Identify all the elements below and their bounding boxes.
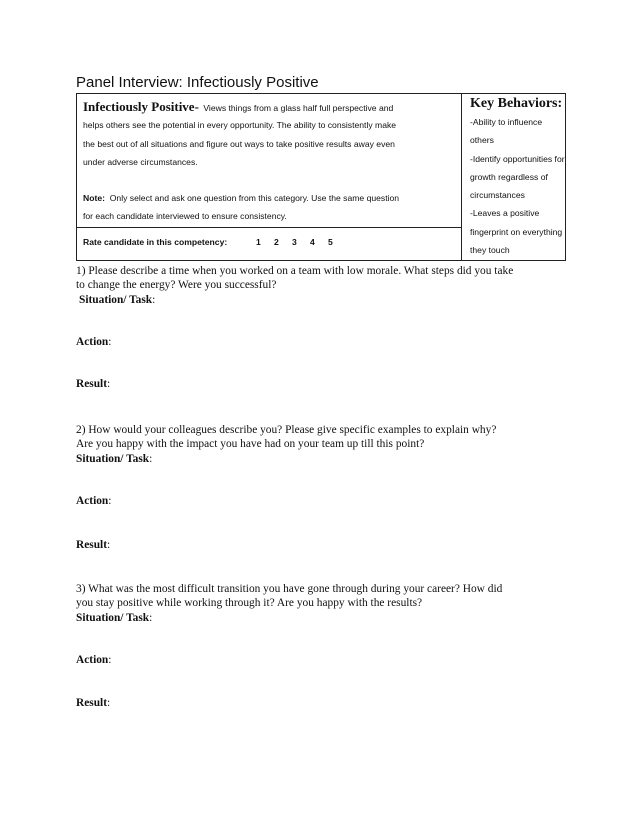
key-behaviors-title: Key Behaviors: <box>470 96 563 111</box>
note-label: Note: <box>83 193 105 203</box>
rating-label: Rate candidate in this competency: <box>83 237 228 247</box>
label-colon: : <box>107 697 111 709</box>
situation-label-text: Situation/ Task <box>76 612 150 624</box>
key-behavior-line: they touch <box>470 245 510 255</box>
note-line <box>83 193 399 203</box>
rating-option-1[interactable]: 1 <box>256 237 261 247</box>
key-behavior-line: fingerprint on everything <box>470 227 563 237</box>
question-3-line-2: you stay positive while working through it? Are you happy with the results? <box>76 597 423 609</box>
action-label-text: Action <box>76 495 109 507</box>
rating-option-2[interactable]: 2 <box>274 237 279 247</box>
label-colon: : <box>108 495 112 507</box>
label-colon: : <box>108 654 112 666</box>
competency-description-line: the best out of all situations and figure out ways to take positive results away even <box>83 139 395 149</box>
question-1-result-label <box>76 378 110 390</box>
result-label-text: Result <box>76 697 108 709</box>
key-behavior-line: circumstances <box>470 190 525 200</box>
question-2-situation-label <box>76 453 152 465</box>
question-2-line-2: Are you happy with the impact you have had on your team up till this point? <box>76 438 425 450</box>
key-behavior-line: others <box>470 135 494 145</box>
action-label-text: Action <box>76 654 109 666</box>
question-1-action-label <box>76 336 111 348</box>
result-label-text: Result <box>76 378 108 390</box>
competency-description-line: under adverse circumstances. <box>83 157 198 167</box>
question-3-action-label <box>76 654 111 666</box>
key-behavior-line: -Ability to influence <box>470 117 543 127</box>
situation-label-text: Situation/ Task <box>76 453 150 465</box>
rating-row <box>77 227 461 260</box>
label-colon: : <box>152 294 156 306</box>
page-title: Panel Interview: Infectiously Positive <box>76 74 319 91</box>
question-1-line-1: 1) Please describe a time when you worked on a team with low morale. What steps did you take <box>76 265 514 277</box>
note-line: for each candidate interviewed to ensure consistency. <box>83 211 287 221</box>
label-colon: : <box>149 612 153 624</box>
rating-option-4[interactable]: 4 <box>310 237 315 247</box>
situation-label-text: Situation/ Task <box>79 294 153 306</box>
competency-description-line: helps others see the potential in every opportunity. The ability to consistently make <box>83 120 397 130</box>
label-colon: : <box>108 336 112 348</box>
key-behavior-line: growth regardless of <box>470 172 548 182</box>
rating-option-5[interactable]: 5 <box>328 237 333 247</box>
question-2-line-1: 2) How would your colleagues describe you? Please give specific examples to explain why? <box>76 424 497 436</box>
question-2-action-label <box>76 495 111 507</box>
question-1-line-2: to change the energy? Were you successful? <box>76 279 277 291</box>
question-1-situation-label <box>79 294 155 306</box>
competency-panel <box>77 94 462 260</box>
label-colon: : <box>149 453 153 465</box>
question-3-line-1: 3) What was the most difficult transition you have gone through during your career? How did <box>76 583 503 595</box>
competency-box <box>76 93 566 261</box>
key-behavior-line: -Leaves a positive <box>470 208 540 218</box>
note-text: Only select and ask one question from this category. Use the same question <box>109 193 400 203</box>
competency-description-line: Views things from a glass half full perspective and <box>203 103 394 113</box>
key-behavior-line: -Identify opportunities for <box>470 154 565 164</box>
result-label-text: Result <box>76 539 108 551</box>
label-colon: : <box>107 378 111 390</box>
action-label-text: Action <box>76 336 109 348</box>
key-behaviors-panel <box>462 94 565 260</box>
label-colon: : <box>107 539 111 551</box>
competency-heading <box>83 98 393 116</box>
question-3-result-label <box>76 697 110 709</box>
rating-option-3[interactable]: 3 <box>292 237 297 247</box>
question-3-situation-label <box>76 612 152 624</box>
question-2-result-label <box>76 539 110 551</box>
competency-name: Infectiously Positive- <box>83 99 199 114</box>
